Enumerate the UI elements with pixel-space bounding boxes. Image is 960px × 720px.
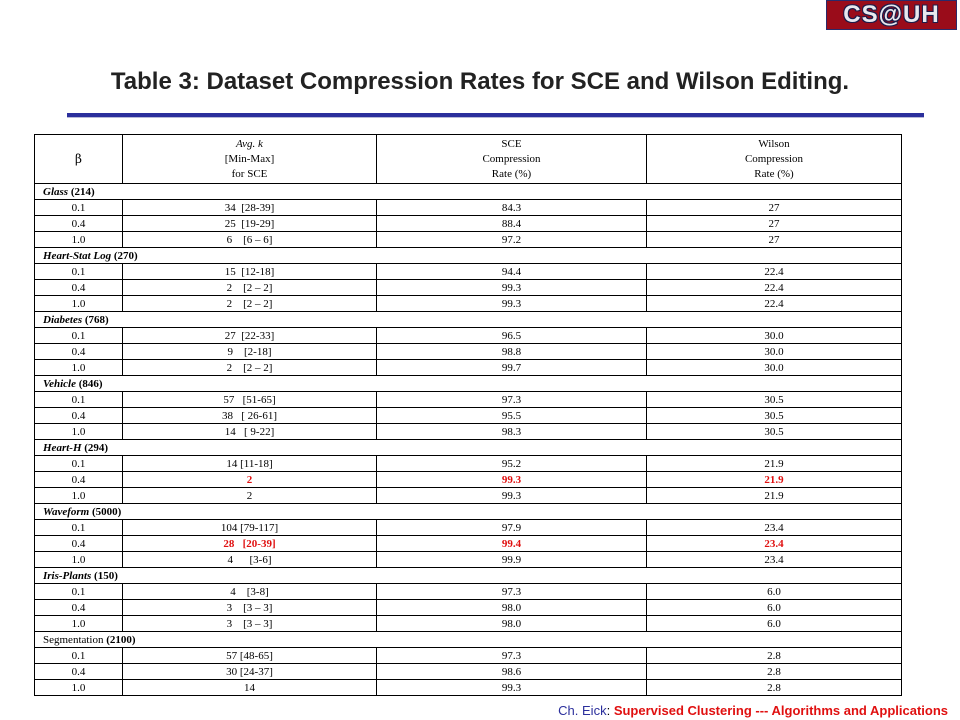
dataset-count: (294) xyxy=(84,441,109,454)
cell-wilson: 2.8 xyxy=(647,680,902,696)
cell-k: 15 [12-18] xyxy=(123,264,377,280)
cell-beta: 0.1 xyxy=(35,456,123,472)
cell-wilson: 21.9 xyxy=(647,488,902,504)
cell-k: 2 [2 – 2] xyxy=(123,296,377,312)
table-row xyxy=(35,472,902,488)
cell-wilson: 30.0 xyxy=(647,328,902,344)
cell-beta: 0.1 xyxy=(35,200,123,216)
dataset-name: Vehicle xyxy=(43,377,76,390)
table-row xyxy=(35,200,902,216)
cell-beta: 0.1 xyxy=(35,328,123,344)
dataset-group-row xyxy=(35,504,902,520)
cell-sce: 98.0 xyxy=(377,600,647,616)
header-avg-k xyxy=(123,135,377,184)
cell-beta: 1.0 xyxy=(35,424,123,440)
cell-k: 104 [79-117] xyxy=(123,520,377,536)
cell-beta: 0.1 xyxy=(35,264,123,280)
table-row xyxy=(35,456,902,472)
cell-k: 4 [3-6] xyxy=(123,552,377,568)
cell-wilson: 30.5 xyxy=(647,392,902,408)
cell-sce: 99.3 xyxy=(377,680,647,696)
table-row xyxy=(35,680,902,696)
cell-sce: 97.9 xyxy=(377,520,647,536)
header-beta: β xyxy=(35,135,123,184)
cell-wilson: 30.5 xyxy=(647,424,902,440)
cell-beta: 0.4 xyxy=(35,408,123,424)
cell-wilson: 23.4 xyxy=(647,552,902,568)
dataset-name: Diabetes xyxy=(43,313,83,326)
title-divider-shadow xyxy=(67,117,924,118)
cell-beta: 0.4 xyxy=(35,536,123,552)
table-row xyxy=(35,296,902,312)
cell-k: 3 [3 – 3] xyxy=(123,600,377,616)
cell-wilson: 21.9 xyxy=(647,472,902,488)
dataset-group-label xyxy=(35,312,902,328)
dataset-name: Segmentation xyxy=(43,633,104,646)
dataset-count: (5000) xyxy=(91,505,122,518)
header-wilson-line2: Compression xyxy=(744,152,804,165)
cell-wilson: 30.5 xyxy=(647,408,902,424)
dataset-group-label xyxy=(35,440,902,456)
cell-wilson: 6.0 xyxy=(647,600,902,616)
dataset-group-row xyxy=(35,312,902,328)
cell-beta: 1.0 xyxy=(35,488,123,504)
table-header xyxy=(35,135,902,184)
footer-author: Ch. Eick xyxy=(558,703,607,718)
cell-k: 57 [48-65] xyxy=(123,648,377,664)
table-row xyxy=(35,600,902,616)
cell-beta: 0.4 xyxy=(35,472,123,488)
dataset-count: (768) xyxy=(84,313,109,326)
table-row xyxy=(35,344,902,360)
table-body xyxy=(35,184,902,696)
cell-wilson: 27 xyxy=(647,232,902,248)
cell-k: 2 xyxy=(123,488,377,504)
cell-wilson: 30.0 xyxy=(647,344,902,360)
dataset-count: (2100) xyxy=(106,633,136,646)
dataset-count: (846) xyxy=(78,377,103,390)
cell-beta: 0.4 xyxy=(35,600,123,616)
dataset-count: (270) xyxy=(113,249,138,262)
logo-text: CS@UH xyxy=(843,1,940,28)
cell-wilson: 2.8 xyxy=(647,648,902,664)
cell-wilson: 22.4 xyxy=(647,296,902,312)
cell-k: 14 [ 9-22] xyxy=(123,424,377,440)
dataset-count: (214) xyxy=(70,185,95,198)
cell-k: 14 [11-18] xyxy=(123,456,377,472)
cell-wilson: 6.0 xyxy=(647,616,902,632)
cell-wilson: 27 xyxy=(647,200,902,216)
cell-sce: 95.5 xyxy=(377,408,647,424)
cell-beta: 1.0 xyxy=(35,232,123,248)
cell-sce: 98.3 xyxy=(377,424,647,440)
cell-sce: 99.9 xyxy=(377,552,647,568)
cell-sce: 84.3 xyxy=(377,200,647,216)
page-title: Table 3: Dataset Compression Rates for SCE and Wilson Editing. xyxy=(110,68,850,95)
cell-beta: 0.1 xyxy=(35,648,123,664)
dataset-name: Waveform xyxy=(43,505,90,518)
cell-sce: 99.7 xyxy=(377,360,647,376)
cell-k: 6 [6 – 6] xyxy=(123,232,377,248)
dataset-group-label xyxy=(35,248,902,264)
cell-sce: 88.4 xyxy=(377,216,647,232)
dataset-name: Heart-Stat Log xyxy=(43,249,112,262)
cell-sce: 97.3 xyxy=(377,584,647,600)
cell-beta: 1.0 xyxy=(35,296,123,312)
cell-k: 30 [24-37] xyxy=(123,664,377,680)
cell-k: 57 [51-65] xyxy=(123,392,377,408)
cell-k: 25 [19-29] xyxy=(123,216,377,232)
table-row xyxy=(35,280,902,296)
cell-beta: 0.1 xyxy=(35,584,123,600)
table-row xyxy=(35,392,902,408)
dataset-name: Heart-H xyxy=(43,441,82,454)
table-row xyxy=(35,552,902,568)
dataset-group-row xyxy=(35,184,902,200)
cell-sce: 99.3 xyxy=(377,488,647,504)
table-row xyxy=(35,616,902,632)
dataset-group-label xyxy=(35,184,902,200)
cell-sce: 97.3 xyxy=(377,392,647,408)
cell-sce: 97.2 xyxy=(377,232,647,248)
cell-beta: 1.0 xyxy=(35,552,123,568)
cell-k: 3 [3 – 3] xyxy=(123,616,377,632)
dataset-group-row xyxy=(35,248,902,264)
cs-uh-logo xyxy=(826,0,957,30)
table-row xyxy=(35,664,902,680)
header-wilson-line3: Rate (%) xyxy=(754,167,794,180)
cell-wilson: 21.9 xyxy=(647,456,902,472)
cell-wilson: 22.4 xyxy=(647,280,902,296)
header-avg-k-line2: [Min-Max] xyxy=(224,152,275,165)
cell-k: 4 [3-8] xyxy=(123,584,377,600)
cell-wilson: 22.4 xyxy=(647,264,902,280)
cell-wilson: 30.0 xyxy=(647,360,902,376)
dataset-group-row xyxy=(35,568,902,584)
cell-wilson: 23.4 xyxy=(647,520,902,536)
cell-wilson: 6.0 xyxy=(647,584,902,600)
table-row xyxy=(35,536,902,552)
dataset-group-label xyxy=(35,568,902,584)
cell-beta: 1.0 xyxy=(35,616,123,632)
cell-sce: 98.6 xyxy=(377,664,647,680)
cell-sce: 97.3 xyxy=(377,648,647,664)
cell-wilson: 2.8 xyxy=(647,664,902,680)
header-sce-line3: Rate (%) xyxy=(491,167,532,180)
cell-beta: 0.4 xyxy=(35,280,123,296)
cell-k: 34 [28-39] xyxy=(123,200,377,216)
cell-beta: 0.1 xyxy=(35,520,123,536)
footer-topic: Supervised Clustering --- Algorithms and Applications xyxy=(613,703,948,718)
cell-beta: 1.0 xyxy=(35,680,123,696)
dataset-count: (150) xyxy=(94,569,118,582)
cell-k: 28 [20-39] xyxy=(123,536,377,552)
header-avg-k-line1: Avg. k xyxy=(236,137,263,150)
compression-table xyxy=(34,134,902,696)
table-row xyxy=(35,360,902,376)
dataset-group-label xyxy=(35,376,902,392)
cell-beta: 0.4 xyxy=(35,216,123,232)
cell-sce: 98.8 xyxy=(377,344,647,360)
table-row xyxy=(35,584,902,600)
cell-sce: 99.4 xyxy=(377,536,647,552)
dataset-name: Iris-Plants xyxy=(43,569,92,582)
cell-k: 9 [2-18] xyxy=(123,344,377,360)
cell-k: 27 [22-33] xyxy=(123,328,377,344)
cell-k: 2 [2 – 2] xyxy=(123,280,377,296)
cell-beta: 1.0 xyxy=(35,360,123,376)
header-avg-k-line3: for SCE xyxy=(231,167,268,180)
header-sce-line1: SCE xyxy=(501,137,522,150)
header-wilson-rate xyxy=(647,135,902,184)
footer xyxy=(558,703,948,718)
cell-wilson: 23.4 xyxy=(647,536,902,552)
cell-k: 2 [2 – 2] xyxy=(123,360,377,376)
dataset-group-row xyxy=(35,376,902,392)
table-row xyxy=(35,424,902,440)
header-sce-line2: Compression xyxy=(482,152,541,165)
cell-k: 14 xyxy=(123,680,377,696)
dataset-group-row xyxy=(35,440,902,456)
cell-k: 2 xyxy=(123,472,377,488)
dataset-name: Glass xyxy=(43,185,69,198)
cell-sce: 99.3 xyxy=(377,280,647,296)
cell-sce: 96.5 xyxy=(377,328,647,344)
table-row xyxy=(35,328,902,344)
table-row xyxy=(35,408,902,424)
cell-beta: 0.4 xyxy=(35,664,123,680)
header-sce-rate xyxy=(377,135,647,184)
cell-k: 38 [ 26-61] xyxy=(123,408,377,424)
cell-sce: 99.3 xyxy=(377,296,647,312)
cell-sce: 98.0 xyxy=(377,616,647,632)
table-row xyxy=(35,216,902,232)
dataset-group-label xyxy=(35,632,902,648)
cell-sce: 94.4 xyxy=(377,264,647,280)
cell-sce: 95.2 xyxy=(377,456,647,472)
cell-beta: 0.1 xyxy=(35,392,123,408)
header-wilson-line1: Wilson xyxy=(758,137,790,150)
dataset-group-label xyxy=(35,504,902,520)
cell-sce: 99.3 xyxy=(377,472,647,488)
table-row xyxy=(35,520,902,536)
dataset-group-row xyxy=(35,632,902,648)
table-row xyxy=(35,264,902,280)
table-row xyxy=(35,488,902,504)
footer-separator: : xyxy=(606,703,614,718)
cell-wilson: 27 xyxy=(647,216,902,232)
table-row xyxy=(35,648,902,664)
table-row xyxy=(35,232,902,248)
cell-beta: 0.4 xyxy=(35,344,123,360)
